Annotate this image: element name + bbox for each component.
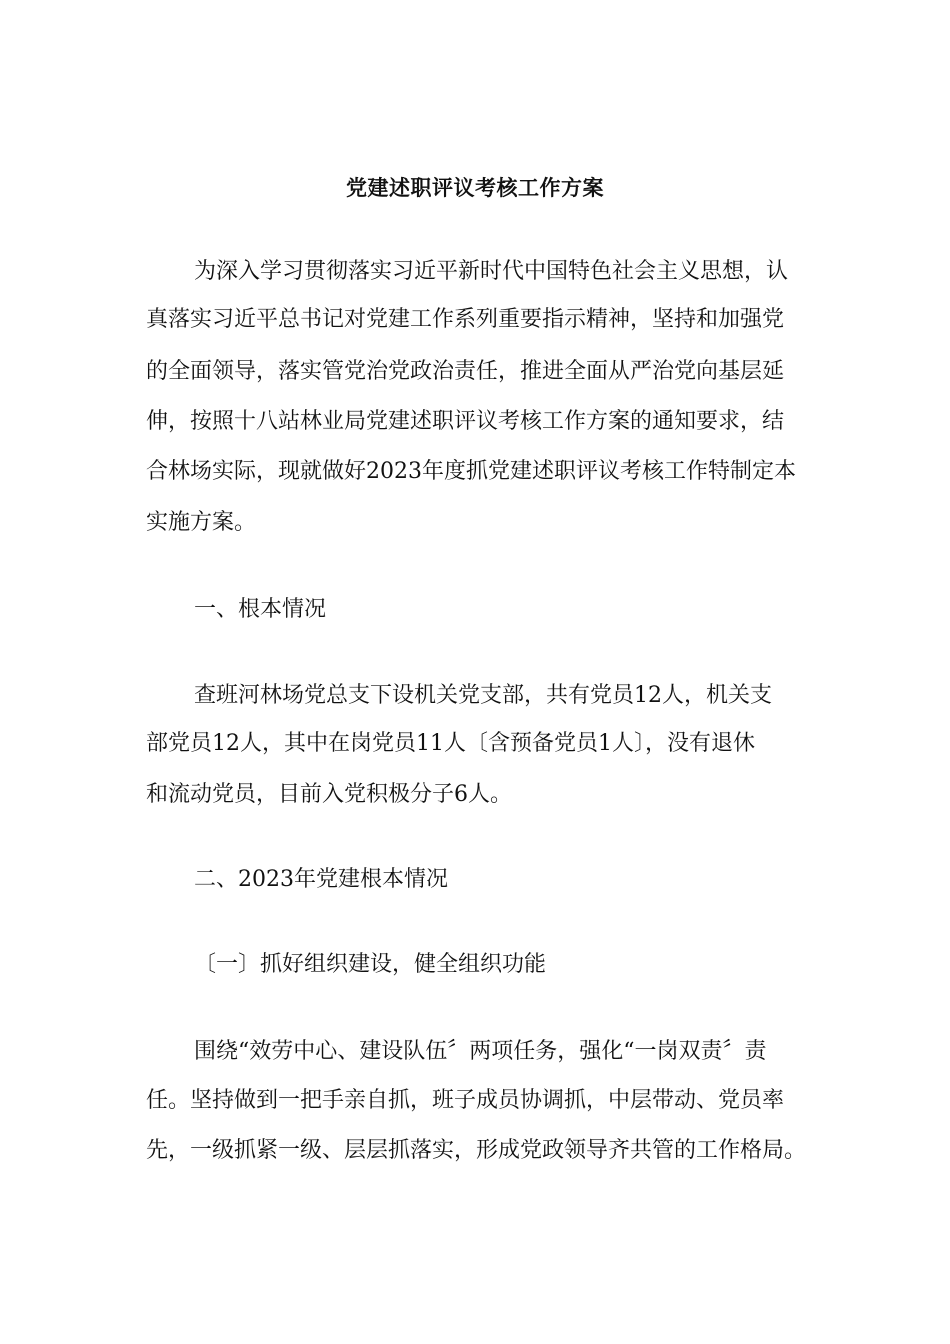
- paragraph-line: 真落实习近平总书记对党建工作系列重要指示精神，坚持和加强党: [146, 307, 785, 332]
- paragraph-line: 合林场实际，现就做好2023年度抓党建述职评议考核工作特制定本: [146, 459, 796, 484]
- subsection-heading: 〔一〕抓好组织建设，健全组织功能: [194, 952, 547, 977]
- paragraph-line: 任。坚持做到一把手亲自抓，班子成员协调抓，中层带动、党员率: [146, 1088, 785, 1113]
- paragraph-line: 和流动党员，目前入党积极分子6人。: [146, 782, 512, 807]
- paragraph-line: 伸，按照十八站林业局党建述职评议考核工作方案的通知要求，结: [146, 409, 785, 434]
- document-title: 党建述职评议考核工作方案: [346, 175, 604, 200]
- section-heading: 二、2023年党建根本情况: [194, 867, 448, 892]
- paragraph-line: 部党员12人，其中在岗党员11人〔含预备党员1人〕，没有退休: [146, 731, 755, 756]
- paragraph-line: 的全面领导，落实管党治党政治责任，推进全面从严治党向基层延: [146, 359, 785, 384]
- paragraph-line: 先，一级抓紧一级、层层抓落实，形成党政领导齐共管的工作格局。: [146, 1138, 807, 1163]
- paragraph-line: 查班河林场党总支下设机关党支部，共有党员12人，机关支: [194, 683, 772, 708]
- paragraph-line: 为深入学习贯彻落实习近平新时代中国特色社会主义思想，认: [194, 259, 789, 284]
- paragraph-line: 实施方案。: [146, 510, 257, 535]
- section-heading: 一、根本情况: [194, 597, 327, 622]
- paragraph-line: 围绕“效劳中心、建设队伍〞两项任务，强化“一岗双责〞责: [194, 1039, 767, 1064]
